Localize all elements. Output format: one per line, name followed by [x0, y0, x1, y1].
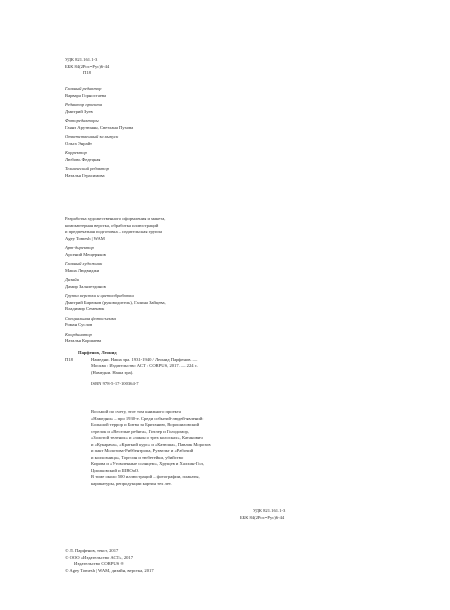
credit-role: Главный редактор: [65, 86, 102, 91]
biblio-code: П18: [65, 356, 73, 362]
credit-name: Владимир Семенюк: [65, 306, 105, 311]
credit-entry: [65, 261, 166, 274]
credit-name: Роман Суслов: [65, 322, 93, 327]
credit-role: Арт-директор: [65, 245, 94, 250]
credit-role: Главный художник: [65, 261, 103, 266]
biblio-author: Парфенов, Леонид: [78, 350, 117, 355]
credit-name: Маша Людвиджи: [65, 267, 100, 273]
credit-name: Дмитрий Бирюков (руководитель), Галина Зайцева,: [65, 299, 166, 305]
annotation-line: «Намедни» – про 1930-е. Среди событий-людей-явлений:: [91, 415, 204, 421]
credit-role: Редактор проекта: [65, 102, 103, 107]
annotation-line: стрелок и «Веселые ребята», Гитлер и Голодомор,: [91, 428, 189, 434]
development-line: Agey Tomesh | WAM: [65, 235, 105, 241]
credit-entry: [65, 150, 133, 163]
annotation: [91, 409, 211, 487]
credit-role: Координатор: [65, 331, 92, 337]
annotation-line: Большой террор и Битва за Британию, Ворошиловский: [91, 422, 200, 427]
biblio-line: Намедни. Наша эра. 1931-1940 / Леонид Парфенов. —: [91, 356, 198, 362]
credit-role: Корректор: [65, 150, 87, 155]
annotation-line: карикатуры, репродукции картин тех лет.: [91, 480, 172, 486]
annotation-line: и «Кукарача», «Краткий курс» и «Катюша», Павлик Морозов: [91, 441, 211, 447]
credit-name: Ольга Энрайт: [65, 140, 93, 146]
bbk-code-bottom: ББК 84(2Рос=Рус)6-44: [240, 514, 285, 520]
design-credits-block: [65, 245, 166, 348]
copyright-line: Издательство CORPUS ®: [74, 561, 124, 566]
credit-name: Наталья Коршаева: [65, 338, 102, 343]
top-codes: [65, 57, 109, 77]
credit-name: Любовь Федецкая: [65, 156, 101, 162]
credit-entry: [65, 316, 166, 329]
development-line: и предпечатная подготовка – издательская группа: [65, 229, 162, 234]
copyright-line: © Agey Tomesh | WAM, дизайн, верстка, 2017: [65, 567, 154, 573]
credit-role: Группа верстки и цветообработки: [65, 293, 134, 298]
credit-name: Гаянэ Арутюнян, Светлана Пухова: [65, 124, 134, 130]
author-sign-code: П18: [83, 70, 91, 75]
copyright-line: © ООО «Издательство АСТ», 2017: [65, 554, 134, 560]
credit-role: Технический редактор: [65, 166, 109, 171]
annotation-line: В томе около 500 иллюстраций – фотографии, плакаты,: [91, 474, 200, 479]
bottom-codes: [240, 508, 320, 521]
development-line: компьютерная верстка, обработка иллюстраций: [65, 222, 159, 228]
credit-role: Ответственный за выпуск: [65, 134, 119, 139]
credit-name: Наталья Герасимова: [65, 172, 105, 178]
biblio-line: Москва : Издательство АСТ : CORPUS, 2017. — 224 с.: [91, 363, 198, 368]
credit-entry: [65, 245, 166, 258]
credit-entry: [65, 293, 166, 313]
credit-entry: [65, 332, 166, 345]
development-paragraph: [65, 216, 165, 242]
annotation-line: Циолковский и ШВОаО.: [91, 467, 140, 473]
udk-code-bottom: УДК 821.161.1-3: [253, 508, 286, 513]
annotation-line: и пакт Молотова-Риббентропа, Рузвельт и «Рабочий: [91, 448, 194, 453]
credit-entry: [65, 86, 133, 99]
credit-entry: [65, 277, 166, 290]
biblio-description: [91, 357, 198, 377]
credit-entry: [65, 134, 133, 147]
biblio-line: (Намедни. Наша эра).: [91, 369, 134, 375]
annotation-line: Кирова и «Утомленные солнцем», Хрущев и Халхин-Гол,: [91, 461, 204, 466]
isbn: ISBN 978-5-17-100364-7: [91, 381, 139, 386]
credit-name: Арсений Мещеряков: [65, 251, 106, 257]
credit-name: Варвара Горностаева: [65, 92, 107, 98]
copyright-block: [65, 548, 154, 574]
credit-name: Дамир Залялетдинов: [65, 283, 106, 289]
development-line: Разработка художественного оформления и макета,: [65, 216, 166, 221]
credit-role: Специальная фотосъемка: [65, 315, 116, 321]
credit-role: Фоторедакторы: [65, 118, 99, 123]
annotation-line: Восьмой по счету, этот том книжного проекта: [91, 409, 181, 414]
credit-entry: [65, 102, 133, 115]
credit-entry: [65, 118, 133, 131]
udk-code: УДК 821.161.1-3: [65, 57, 98, 62]
credit-role: Дизайн: [65, 277, 79, 282]
annotation-line: и колхозница», Торгсин и тюбетейки, убийство: [91, 454, 184, 460]
bbk-code: ББК 84(2Рос=Рус)6-44: [65, 63, 110, 69]
credits-block: [65, 86, 133, 182]
copyright-line: © Л. Парфенов, текст, 2017: [65, 548, 119, 553]
annotation-line: «Золотой теленок» и «закон о трех колосках», Катанович: [91, 435, 203, 440]
credit-name: Дмитрий Зуев: [65, 108, 93, 114]
credit-entry: [65, 166, 133, 179]
